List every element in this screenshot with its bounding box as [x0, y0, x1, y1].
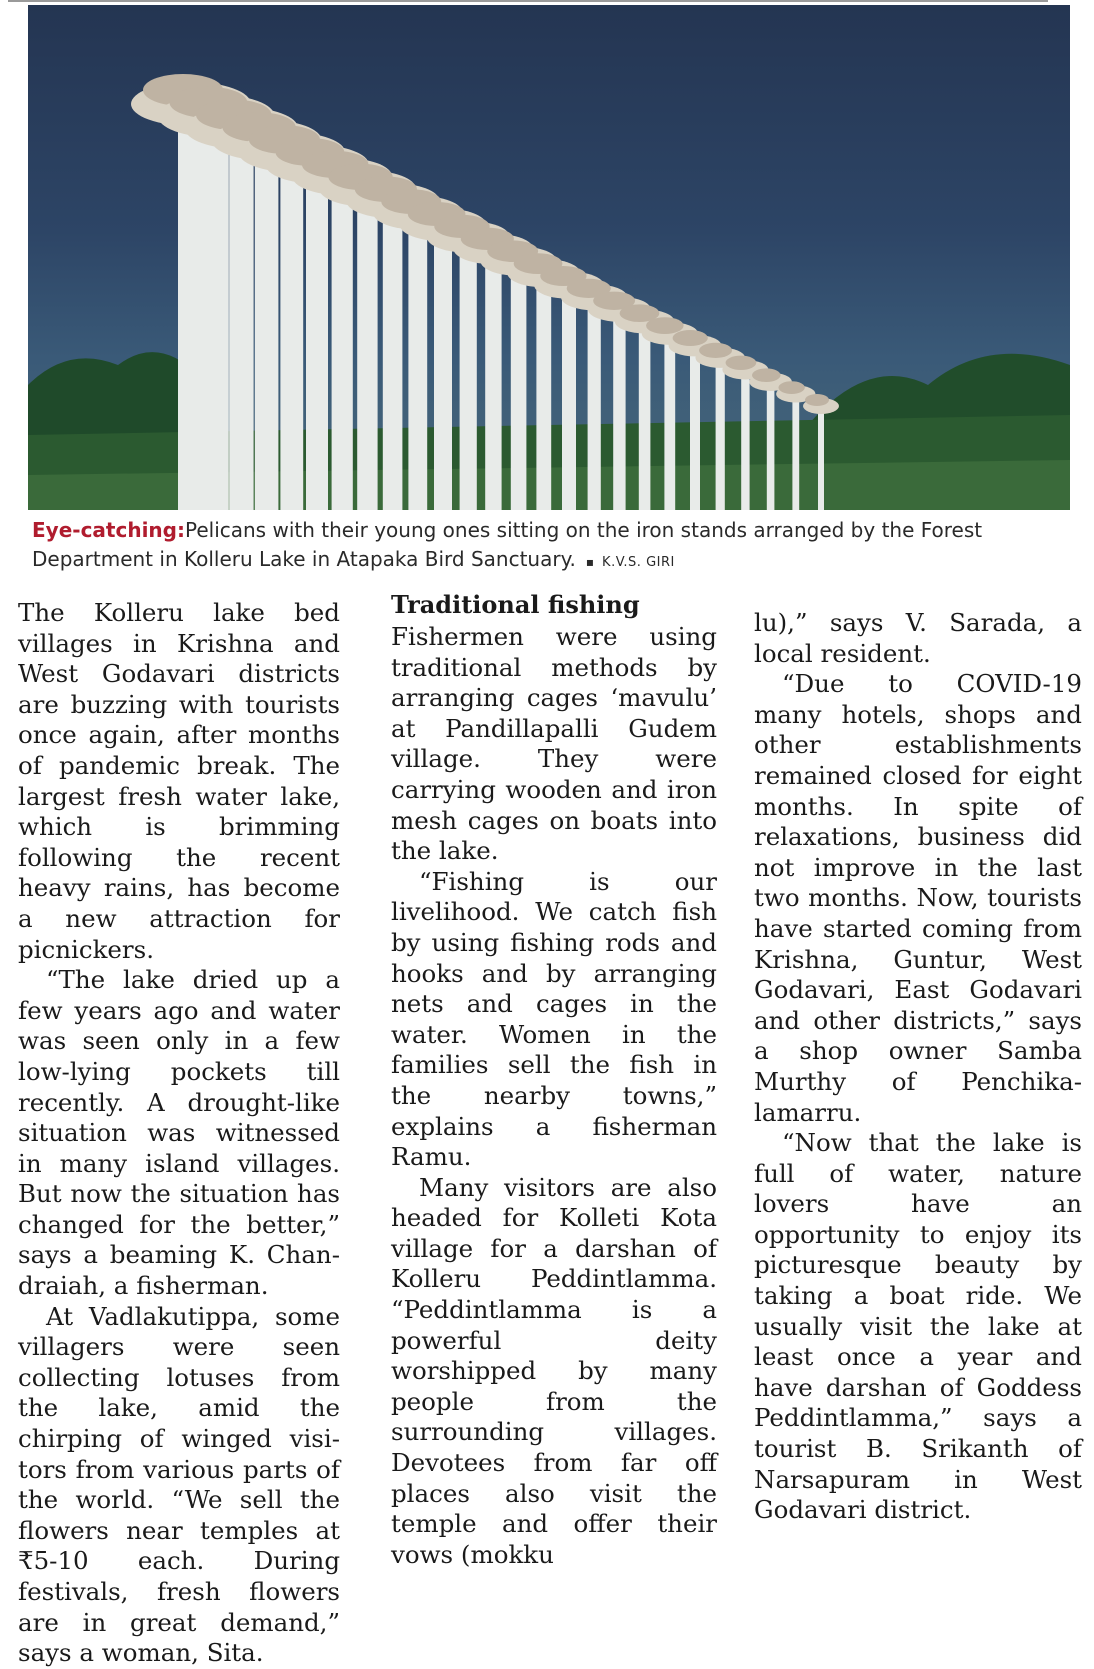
article-paragraph: Fishermen were using traditional methods by arranging cages ‘mavulu’ at Pandillapalli Gudem village. They were carrying wooden and iron mesh cages on boats into the lake.	[391, 622, 717, 866]
pelican-silhouette	[726, 356, 757, 370]
article-paragraph: lu),” says V. Sarada, a local resident.	[754, 608, 1082, 668]
iron-stand	[460, 242, 477, 510]
iron-stand	[690, 350, 700, 510]
article-column-2	[391, 590, 717, 1570]
iron-stand	[280, 158, 303, 510]
article-paragraph: “Fishing is our livelihood. We catch fish by using fishing rods and hooks and by arranging nets and cages in the water. Women in the families sell the fish in the nearby towns,” explains a fisherman Ramu.	[391, 866, 717, 1172]
caption-text: Pelicans with their young ones sitting on the iron stands arranged by the Forest Department in Kolleru Lake in Atapaka Bird Sanctuary.	[32, 518, 983, 571]
iron-stand	[408, 218, 427, 510]
pelican-silhouette	[646, 317, 683, 334]
iron-stand	[818, 410, 824, 510]
pelicans-on-iron-stands-image	[28, 5, 1070, 510]
iron-stand	[255, 146, 279, 510]
subheading: Traditional fishing	[391, 590, 640, 619]
photo-credit: K.V.S. GIRI	[602, 555, 675, 570]
pelican-silhouette	[805, 394, 829, 406]
iron-stand	[383, 206, 403, 510]
iron-stand	[485, 254, 501, 510]
article-column-1	[18, 598, 340, 1669]
iron-stand	[767, 386, 775, 510]
article-column-3	[754, 608, 1082, 1526]
pelican-silhouette	[699, 343, 732, 358]
iron-stand	[588, 302, 601, 510]
article-paragraph: “Now that the lake is full of water, nature lovers have an opportunity to enjoy its picturesque beauty by taking a boat ride. We usually visit the lake at least once a year and have darshan of Goddess Peddintlamma,” says a tourist B. Srikanth of Narsapuram in West Godavari district.	[754, 1128, 1082, 1525]
article-paragraph: At Vadlakutippa, some villagers were seen collecting lotuses from the lake, amid the chirping of winged visitors from various parts of the world. “We sell the flowers near temples at ₹5-10 each. During festivals, fresh flowers are in great demand,” says a woman, Sita.	[18, 1301, 340, 1668]
pelican-silhouette	[779, 381, 805, 394]
pelican-silhouette	[752, 368, 780, 382]
iron-stand	[357, 194, 377, 510]
article-paragraph: Many visitors are also headed for Kolleti Kota village for a darshan of Kolleru Peddintlamma. “Peddintlamma is a powerful deity worshipped by many people from the surrounding villages. Devotees from far off places also visit the temple and offer their vows (mokku	[391, 1172, 717, 1569]
iron-stand	[306, 170, 328, 510]
article-paragraph: “The lake dried up a few years ago and water was seen only in a few low-lying pockets till recently. A drought-like situation was witnessed in many island villages. But now the situation has changed for the better,” says a beaming K. Chandraiah, a fisherman.	[18, 965, 340, 1301]
photo-caption	[32, 516, 1072, 577]
article-paragraph: “Due to COVID-19 many hotels, shops and other establishments remained closed for eight months. In spite of relaxations, business did not improve in the last two months. Now, tourists have started coming from Krishna, Guntur, West Godavari, East Godavari and other districts,” says a shop owner Samba Murthy of Penchikalamarru.	[754, 669, 1082, 1127]
iron-stand	[434, 230, 452, 510]
caption-lead: Eye-catching:	[32, 518, 185, 542]
iron-stand	[741, 374, 749, 510]
iron-stand	[178, 110, 204, 510]
iron-stand	[204, 122, 229, 510]
iron-stand	[536, 278, 551, 510]
pelican-silhouette	[673, 330, 708, 346]
iron-stand	[639, 326, 651, 510]
iron-stand	[229, 134, 253, 510]
iron-stand	[562, 290, 576, 510]
iron-stand	[716, 362, 725, 510]
credit-bullet: ▪	[585, 555, 595, 569]
pelicans-photo	[28, 5, 1070, 510]
iron-stand	[511, 266, 527, 510]
iron-stand	[664, 338, 675, 510]
iron-stand	[332, 182, 353, 510]
iron-stand	[792, 398, 799, 510]
top-rule	[8, 0, 1048, 2]
article-paragraph: The Kolleru lake bed villages in Krishna and West Godavari districts are buzzing with tourists once again, after months of pandemic break. The largest fresh water lake, which is brimming following the recent heavy rains, has become a new attraction for picnickers.	[18, 598, 340, 964]
iron-stand	[613, 314, 625, 510]
